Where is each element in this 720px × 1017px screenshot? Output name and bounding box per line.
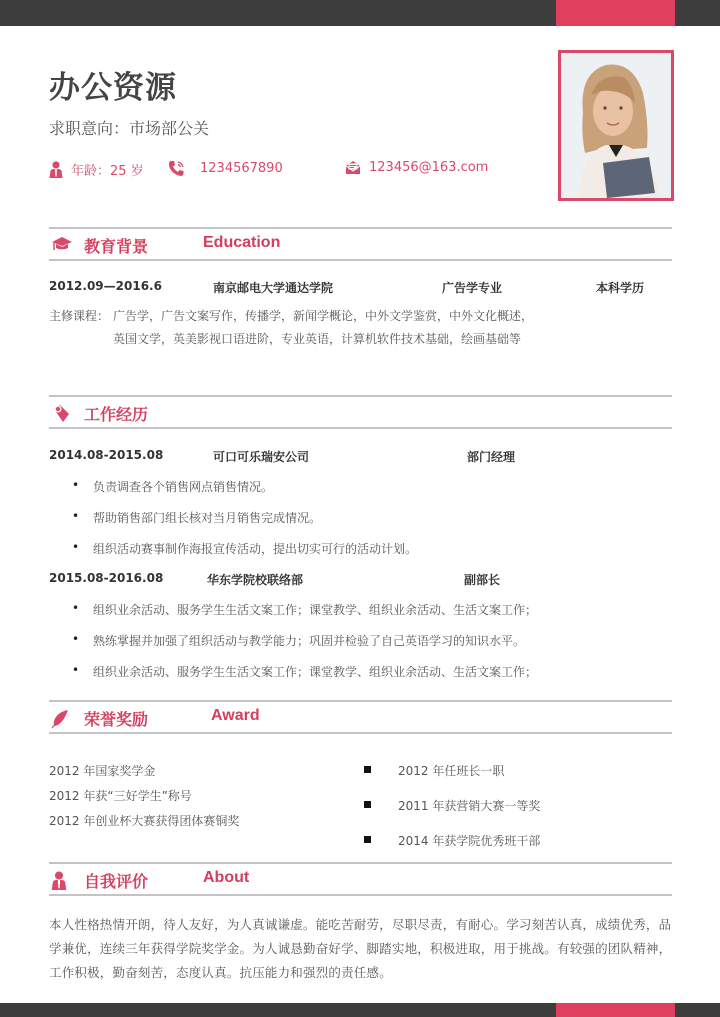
section-title-en: Award [211, 707, 260, 724]
job-1-role: 部门经理 [467, 450, 516, 464]
section-awards-header [49, 700, 672, 734]
contact-age [49, 160, 144, 179]
top-decor-bar [0, 0, 720, 26]
email-text: 123456@163.com [369, 160, 489, 175]
contact-email [345, 160, 488, 175]
tag-icon [51, 404, 71, 424]
contact-phone [168, 160, 283, 177]
job-1-company: 可口可乐瑞安公司 [213, 450, 310, 464]
job-1-period: 2014.08-2015.08 [49, 448, 164, 462]
job-2-company: 华东学院校联络部 [207, 573, 304, 587]
square-bullet-icon [364, 836, 371, 843]
award-left-item: 2012 年国家奖学金 [49, 764, 156, 778]
courses-label: 主修课程： [49, 309, 110, 323]
job-2-role: 副部长 [464, 573, 501, 587]
job-1-bullet: • 帮助销售部门组长核对当月销售完成情况。 [72, 509, 321, 526]
job-objective: 求职意向：市场部公关 [49, 119, 210, 138]
section-title-cn: 自我评价 [84, 872, 149, 891]
award-left-item: 2012 年创业杯大赛获得团体赛铜奖 [49, 814, 240, 828]
courses-line-1: 广告学，广告文案写作，传播学，新闻学概论，中外文学鉴赏，中外文化概述， [113, 309, 534, 323]
award-left-item: 2012 年获“三好学生”称号 [49, 789, 192, 803]
person-icon [49, 161, 63, 178]
section-title-en: About [203, 869, 250, 886]
square-bullet-icon [364, 801, 371, 808]
section-about-header [49, 862, 672, 896]
edu-major: 广告学专业 [442, 281, 503, 295]
profile-photo [558, 50, 674, 201]
graduation-cap-icon [51, 236, 73, 252]
section-title-en: Education [203, 234, 281, 251]
section-title-cn: 荣誉奖励 [84, 710, 149, 729]
edu-period: 2012.09—2016.6 [49, 279, 162, 293]
job-2-period: 2015.08-2016.08 [49, 571, 164, 585]
phone-text: 1234567890 [200, 161, 283, 176]
phone-icon [168, 160, 185, 177]
job-1-bullet: • 组织活动赛事制作海报宣传活动，提出切实可行的活动计划。 [72, 540, 417, 557]
square-bullet-icon [364, 766, 371, 773]
edu-degree: 本科学历 [596, 281, 645, 295]
edu-school: 南京邮电大学通达学院 [213, 281, 334, 295]
envelope-icon [345, 160, 361, 175]
job-2-bullet: • 组织业余活动、服务学生生活文案工作；课堂教学、组织业余活动、生活文案工作； [72, 663, 537, 680]
bottom-decor-bar [0, 1003, 720, 1017]
courses-line-2: 英国文学，英美影视口语进阶，专业英语，计算机软件技术基础，绘画基础等 [113, 332, 522, 346]
award-right-item: 2011 年获营销大赛一等奖 [398, 799, 541, 813]
bottom-accent-block [556, 1003, 675, 1017]
section-work-header [49, 395, 672, 429]
job-2-bullet: • 组织业余活动、服务学生生活文案工作；课堂教学、组织业余活动、生活文案工作； [72, 601, 537, 618]
section-title-cn: 工作经历 [84, 405, 149, 424]
award-right-item: 2012 年任班长一职 [398, 764, 505, 778]
feather-icon [51, 709, 69, 729]
age-text: 年龄：25 岁 [71, 164, 144, 179]
section-title-cn: 教育背景 [84, 237, 149, 256]
job-1-bullet: • 负责调查各个销售网点销售情况。 [72, 478, 273, 495]
top-accent-block [556, 0, 675, 26]
about-paragraph: 本人性格热情开朗，待人友好，为人真诚谦虚。能吃苦耐劳，尽职尽责，有耐心。学习刻苦认真，成绩优秀，品学兼优，连续三年获得学院奖学金。为人诚恳勤奋好学、脚踏实地，积极进取，用于挑战。有较强的团队精神，工作积极，勤奋刻苦，态度认真。抗压能力和强烈的责任感。 [49, 917, 672, 980]
person-icon [51, 871, 67, 890]
candidate-name: 办公资源 [49, 70, 177, 106]
section-education-header [49, 227, 672, 261]
job-2-bullet: • 熟练掌握并加强了组织活动与教学能力；巩固并检验了自己英语学习的知识水平。 [72, 632, 525, 649]
award-right-item: 2014 年获学院优秀班干部 [398, 834, 541, 848]
